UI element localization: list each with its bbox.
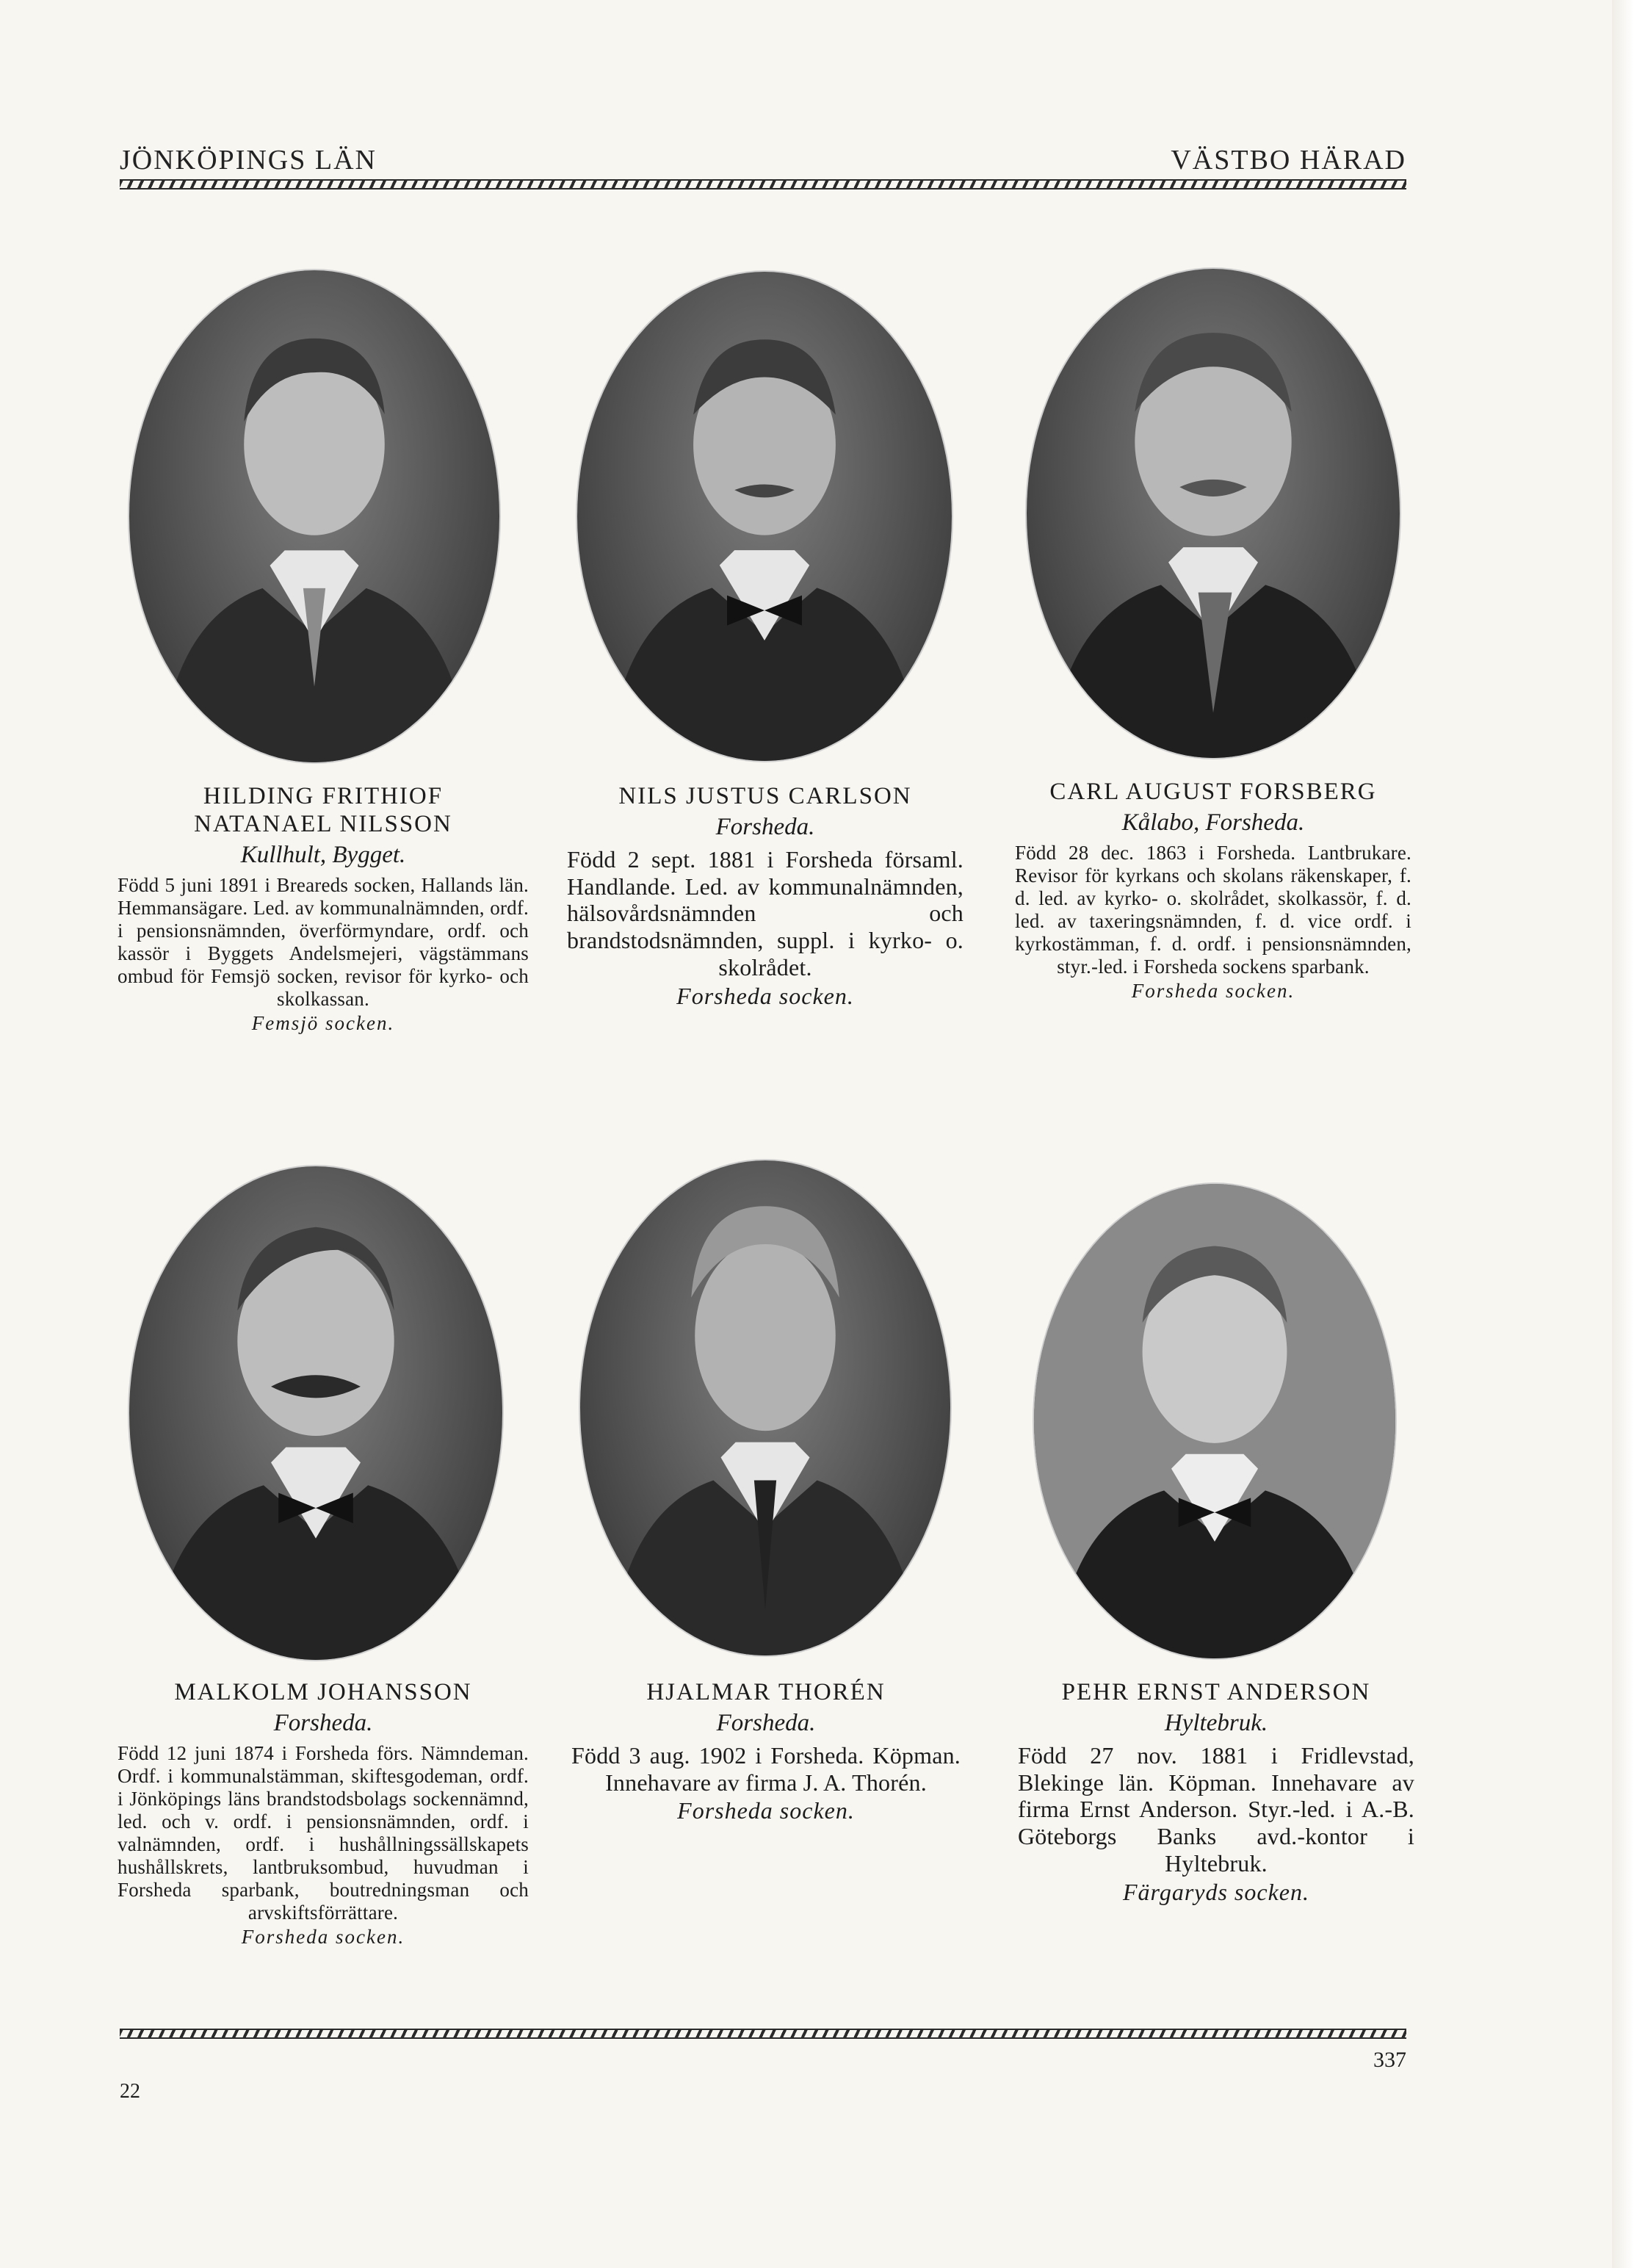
page-number-left: 22 <box>120 2080 140 2103</box>
biography-text: Född 5 juni 1891 i Breareds socken, Hallands län. Hemmansägare. Led. av kommunalnämnden, ordf. i pensionsnämnden, överförmyndare, ordf. och kassör i Byggets Andelsmejeri, vägstämmans ombud för Femsjö socken, revisor för kyrko- och skolkassan. <box>118 873 529 1011</box>
portrait-photo-thoren <box>580 1160 950 1655</box>
biography-entry-thoren <box>571 1679 961 1824</box>
parish: Femsjö socken. <box>251 1012 395 1035</box>
biography-text: Född 27 nov. 1881 i Fridlevstad, Blekinge län. Köpman. Innehavare av firma Ernst Anderson. Styr.-led. i A.-B. Göteborgs Banks avd.-kontor i Hyltebruk. <box>1018 1741 1414 1877</box>
portrait-photo-nilsson <box>129 270 499 762</box>
person-name-line-2: NATANAEL NILSSON <box>194 810 452 837</box>
residence: Kålabo, Forsheda. <box>1121 809 1305 836</box>
parish: Forsheda socken. <box>1131 980 1295 1003</box>
biography-entry-johansson <box>118 1679 529 1949</box>
residence: Kullhult, Bygget. <box>240 841 406 868</box>
page-number-right: 337 <box>1373 2048 1406 2072</box>
biography-entry-anderson <box>1018 1679 1414 1906</box>
residence: Forsheda. <box>273 1709 373 1736</box>
biography-text: Född 12 juni 1874 i Forsheda förs. Nämndeman. Ordf. i kommunalstämman, skiftesgodeman, ordf. i Jönköpings läns brandstodsbolags sockennämnd, led. och v. ordf. i pensionsnämnden, ordf. i valnämnden, ordf. i hushållningssällskapets hushållskrets, lantbruksombud, huvudman i Forsheda sparbank, boutredningsman och arvskiftsförrättare. <box>118 1741 529 1924</box>
portrait-photo-forsberg <box>1027 269 1400 758</box>
person-name: HJALMAR THORÉN <box>646 1679 886 1705</box>
parish: Forsheda socken. <box>677 1797 855 1824</box>
person-name: PEHR ERNST ANDERSON <box>1061 1679 1371 1705</box>
header-district: VÄSTBO HÄRAD <box>1171 145 1406 176</box>
biography-entry-carlson <box>567 783 964 1010</box>
person-name-line-1: HILDING FRITHIOF <box>203 783 444 809</box>
person-name: MALKOLM JOHANSSON <box>174 1679 472 1705</box>
person-name: NILS JUSTUS CARLSON <box>618 783 912 809</box>
person-name: CARL AUGUST FORSBERG <box>1049 779 1377 805</box>
parish: Forsheda socken. <box>241 1926 405 1949</box>
portrait-photo-carlson <box>577 272 952 761</box>
bottom-ornamental-rule <box>120 2029 1406 2039</box>
biography-entry-forsberg <box>1015 779 1411 1003</box>
parish: Färgaryds socken. <box>1123 1878 1309 1905</box>
residence: Forsheda. <box>716 1709 816 1736</box>
parish: Forsheda socken. <box>676 982 854 1009</box>
header-county: JÖNKÖPINGS LÄN <box>120 145 377 176</box>
biography-text: Född 28 dec. 1863 i Forsheda. Lantbrukare. Revisor för kyrkans och skolans räkenskaper, f. d. led. av kyrko- o. skolrådet, skolkassör, f. d. led. av taxeringsnämnden, f. d. vice ordf. i kyrkostämman, f. d. ordf. i pensionsnämnden, styr.-led. i Forsheda sockens sparbank. <box>1015 841 1411 978</box>
biography-entry-nilsson <box>118 783 529 1035</box>
portrait-photo-johansson <box>129 1166 502 1660</box>
portrait-photo-anderson <box>1034 1184 1395 1658</box>
residence: Hyltebruk. <box>1164 1709 1268 1736</box>
biography-text: Född 2 sept. 1881 i Forsheda församl. Handlande. Led. av kommunalnämnden, hälsovårdsnämnden och brandstodsnämnden, suppl. i kyrko- o. skolrådet. <box>567 845 964 981</box>
residence: Forsheda. <box>715 813 815 840</box>
top-ornamental-rule <box>120 179 1406 189</box>
biography-text: Född 3 aug. 1902 i Forsheda. Köpman. Innehavare av firma J. A. Thorén. <box>571 1741 961 1796</box>
